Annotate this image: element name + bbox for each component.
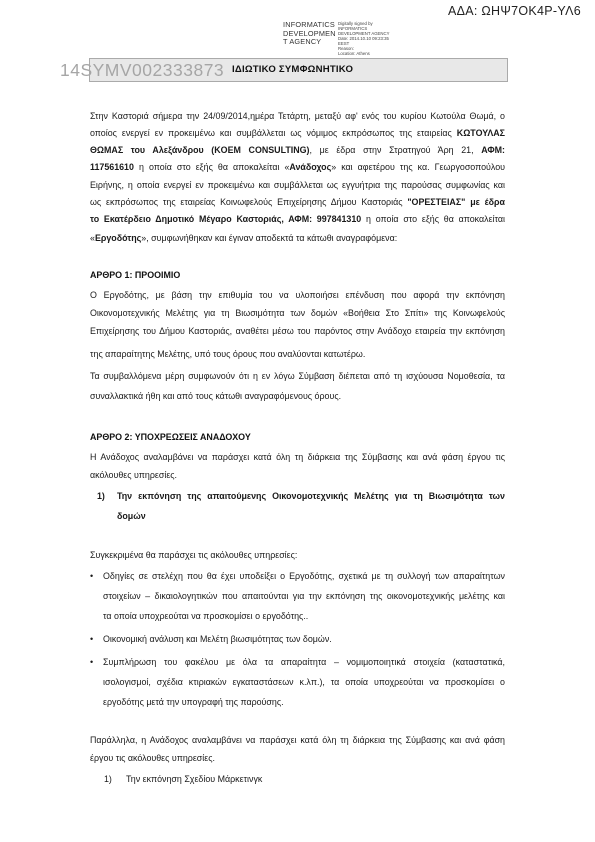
- text-line: Παράλληλα, η Ανάδοχος αναλαμβάνει να παράσχει κατά όλη τη διάρκεια της Σύμβασης και ανά φάση: [90, 735, 505, 745]
- text-line: Ο Εργοδότης, με βάση την επιθυμία του να υλοποιήσει επένδυση που αφορά την εκπόνηση: [90, 290, 505, 300]
- text-line: τα οποία υποχρεούται να προσκομίσει ο εργοδότης..: [103, 611, 309, 621]
- document-title: ΙΔΙΩΤΙΚΟ ΣΥΜΦΩΝΗΤΙΚΟ: [232, 64, 354, 75]
- text-line: οποίος ενεργεί εν προκειμένω και συμβάλλεται ως νόμιμος εκπρόσωπος της εταιρείας ΚΩΤΟΥΛΑΣ: [90, 128, 505, 138]
- text-line: το Εκατέρδειο Δημοτικό Μέγαρο Καστοριάς, ΑΦΜ: 997841310 η οποία στο εξής θα αποκαλείται: [90, 214, 505, 224]
- text-line: Τα συμβαλλόμενα μέρη συμφωνούν ότι η εν λόγω Σύμβαση διέπεται από τη ισχύουσα Νομοθεσία, τα: [90, 371, 505, 381]
- bullet-marker: •: [90, 657, 94, 667]
- sig-line: Date: 2014.10.10 09:23:35: [338, 36, 389, 41]
- text-line: στοιχείων – δικαιολογητικών που απαιτούνται για την εκπόνηση της οικονομοτεχνικής μελέτης και: [103, 591, 505, 601]
- text-line: δομών: [117, 511, 146, 521]
- article-2-heading: ΑΡΘΡΟ 2: ΥΠΟΧΡΕΩΣΕΙΣ ΑΝΑΔΟΧΟΥ: [90, 432, 251, 442]
- item-number: 1): [104, 774, 112, 784]
- text-line: Οικονομική ανάλυση και Μελέτη βιωσιμότητας των δομών.: [103, 634, 332, 644]
- sig-line: EEST: [338, 41, 350, 46]
- signature-organization: [283, 21, 335, 47]
- text-line: εργοδότης μετά την υπογραφή της παρούσης.: [103, 697, 284, 707]
- text-line: Συγκεκριμένα θα παράσχει τις ακόλουθες υπηρεσίες:: [90, 550, 298, 560]
- item-number: 1): [97, 491, 105, 501]
- text-line: Την εκπόνηση της απαιτούμενης Οικονομοτεχνικής Μελέτης για τη Βιωσιμότητα των: [117, 491, 505, 501]
- text-line: 117561610 η οποία στο εξής θα αποκαλείται «Ανάδοχος» και αφετέρου της κα. Γεωργοσοπούλου: [90, 162, 505, 172]
- org-line: INFORMATICS: [283, 20, 335, 29]
- text-line: Οδηγίες σε στελέχη που θα έχει υποδείξει ο Εργοδότης, σχετικά με τη συλλογή των απαραίτητων: [103, 571, 505, 581]
- bullet-marker: •: [90, 571, 94, 581]
- sig-line: Reason:: [338, 46, 355, 51]
- text-line: ισολογισμοί, σχέδια κτιριακών εγκαταστάσεων κ.λπ.), τα οποία υποχρεούται να προσκομίσει ο: [103, 677, 505, 687]
- text-line: ως εκπρόσωπος της εταιρείας Κοινωφελούς Επιχείρησης Δήμου Καστοριάς "ΟΡΕΣΤΕΙΑΣ" με έδρα: [90, 197, 506, 207]
- text-line: Επιχείρησης του Δήμου Καστοριάς, αναθέτει μέσω του παρόντος στην Ανάδοχο εταιρεία την εκπόνηση: [90, 326, 505, 336]
- text-line: Οικονομοτεχνικής Μελέτης για τη Βιωσιμότητα των δομών «Βοήθεια Στο Σπίτι» της Κοινωφελούς: [90, 308, 505, 318]
- sig-line: DEVELOPMENT AGENCY: [338, 31, 390, 36]
- text-line: έργου τις ακόλουθες υπηρεσίες.: [90, 753, 215, 763]
- text-line: Ειρήνης, η οποία ενεργεί εν προκειμένω και συμβάλλεται ως εγγυήτρια της παρούσας συμφωνίας και: [90, 180, 505, 190]
- text-line: ΘΩΜΑΣ του Αλεξάνδρου (KOEM CONSULTING), με έδρα στην Στρατηγού Άρη 21, ΑΦΜ:: [90, 145, 505, 155]
- sig-line: Digitally signed by: [338, 21, 373, 26]
- org-line: T AGENCY: [283, 37, 322, 47]
- sig-line: Location: Athens: [338, 51, 370, 56]
- sig-line: INFORMATICS: [338, 26, 368, 31]
- bullet-marker: •: [90, 634, 94, 644]
- text-line: «Εργοδότης», συμφωνήθηκαν και έγιναν αποδεκτά τα κάτωθι αναγραφόμενα:: [90, 233, 398, 243]
- text-line: ακόλουθες υπηρεσίες.: [90, 470, 178, 480]
- document-code-watermark: 14SYMV002333873: [60, 60, 225, 80]
- ada-code: ΑΔΑ: ΩΗΨ7ΟΚ4Ρ-ΥΛ6: [447, 4, 581, 18]
- text-line: Στην Καστοριά σήμερα την 24/09/2014,ημέρα Τετάρτη, μεταξύ αφ' ενός του κυρίου Κωτούλα Θωμά, ο: [90, 111, 505, 121]
- text-line: συναλλακτικά ήθη και από τους κάτωθι αναγραφόμενους όρους.: [90, 391, 342, 401]
- text-line: της απαραίτητης Μελέτης, υπό τους όρους που αναλύονται κατωτέρω.: [90, 349, 366, 359]
- org-line: DEVELOPMEN: [283, 28, 336, 38]
- text-line: Συμπλήρωση του φακέλου με όλα τα απαραίτητα – νομιμοποιητικά στοιχεία (καταστατικά,: [103, 657, 505, 667]
- article-1-heading: ΑΡΘΡΟ 1: ΠΡΟΟΙΜΙΟ: [90, 270, 181, 280]
- text-line: Την εκπόνηση Σχεδίου Μάρκετινγκ: [126, 774, 263, 784]
- text-line: Η Ανάδοχος αναλαμβάνει να παράσχει κατά όλη τη διάρκεια της Σύμβασης και ανά φάση έργου τις: [90, 452, 505, 462]
- digital-signature-details: [338, 21, 398, 56]
